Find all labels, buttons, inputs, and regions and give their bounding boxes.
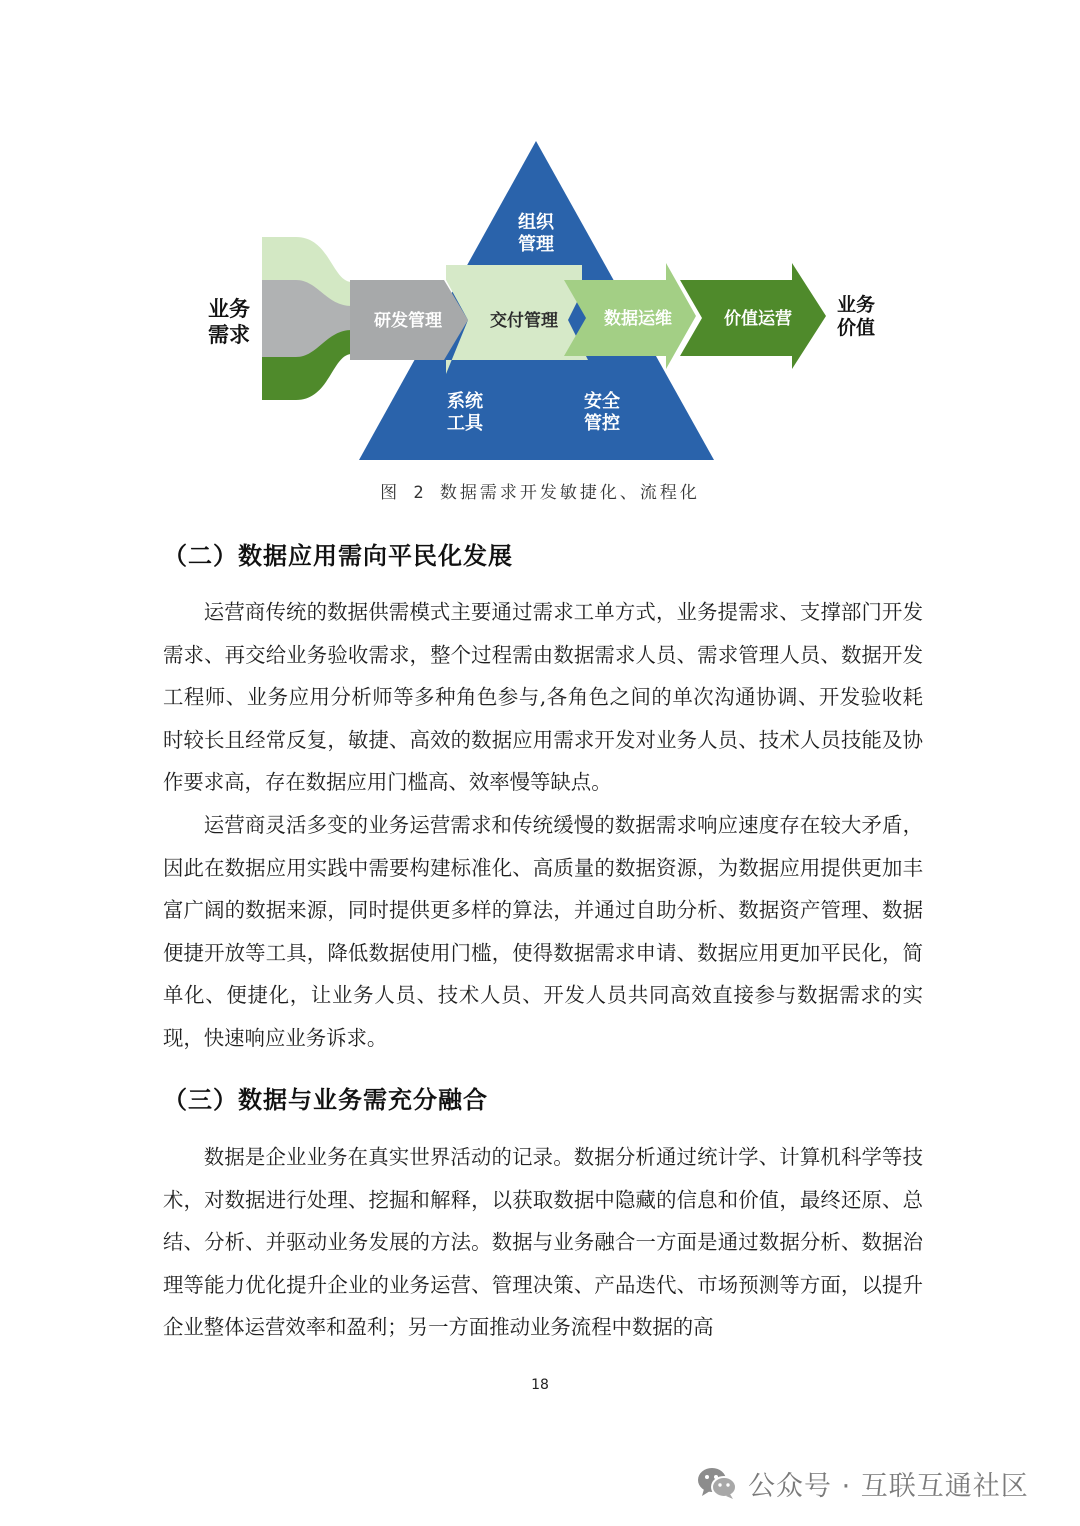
page-number: 18: [531, 1377, 549, 1393]
stage-label-1: 研发管理: [374, 311, 442, 331]
figure-caption: 图 2 数据需求开发敏捷化、流程化: [380, 483, 700, 503]
wechat-icon: [696, 1465, 738, 1501]
stage-label-2: 交付管理: [490, 311, 558, 331]
stage-label-3: 数据运维: [604, 309, 672, 329]
triangle-top-label-1: 组织: [518, 212, 554, 233]
watermark: [696, 1461, 1029, 1505]
paragraph-2-2: 运营商灵活多变的业务运营需求和传统缓慢的数据需求响应速度存在较大矛盾，因此在数据应用实践中需要构建标准化、高质量的数据资源，为数据应用提供更加丰富广阔的数据来源，同时提供更多样的算法，并通过自助分析、数据资产管理、数据便捷开放等工具，降低数据使用门槛，使得数据需求申请、数据应用更加平民化，简单化、便捷化，让业务人员、技术人员、开发人员共同高效直接参与数据需求的实现，快速响应业务诉求。: [163, 813, 923, 1050]
triangle-bl-label-2: 工具: [447, 413, 483, 434]
right-label-2: 价值: [836, 317, 876, 339]
paragraph-3-1: 数据是企业业务在真实世界活动的记录。数据分析通过统计学、计算机科学等技术，对数据进行处理、挖掘和解释，以获取数据中隐藏的信息和价值，最终还原、总结、分析、并驱动业务发展的方法。数据与业务融合一方面是通过数据分析、数据治理等能力优化提升企业的业务运营、管理决策、产品迭代、市场预测等方面，以提升企业整体运营效率和盈利；另一方面推动业务流程中数据的高: [163, 1145, 923, 1340]
triangle-br-label-2: 管控: [584, 413, 620, 434]
stage-label-4: 价值运营: [724, 309, 792, 329]
process-diagram: [0, 0, 1080, 480]
right-label-1: 业务: [836, 294, 876, 316]
section-heading-3: （三）数据与业务需充分融合: [163, 1086, 488, 1114]
section-heading-2: （二）数据应用需向平民化发展: [163, 542, 513, 570]
left-label-2: 需求: [208, 323, 250, 347]
left-label-1: 业务: [208, 297, 250, 321]
triangle-br-label-1: 安全: [584, 391, 620, 412]
watermark-text: 公众号 · 互联互通社区: [748, 1470, 1029, 1502]
triangle-top-label-2: 管理: [518, 234, 554, 255]
triangle-bl-label-1: 系统: [447, 391, 483, 412]
paragraph-2-1: 运营商传统的数据供需模式主要通过需求工单方式，业务提需求、支撑部门开发需求、再交给业务验收需求，整个过程需由数据需求人员、需求管理人员、数据开发工程师、业务应用分析师等多种角色参与,各角色之间的单次沟通协调、开发验收耗时较长且经常反复，敏捷、高效的数据应用需求开发对业务人员、技术人员技能及协作要求高，存在数据应用门槛高、效率慢等缺点。: [163, 600, 923, 795]
